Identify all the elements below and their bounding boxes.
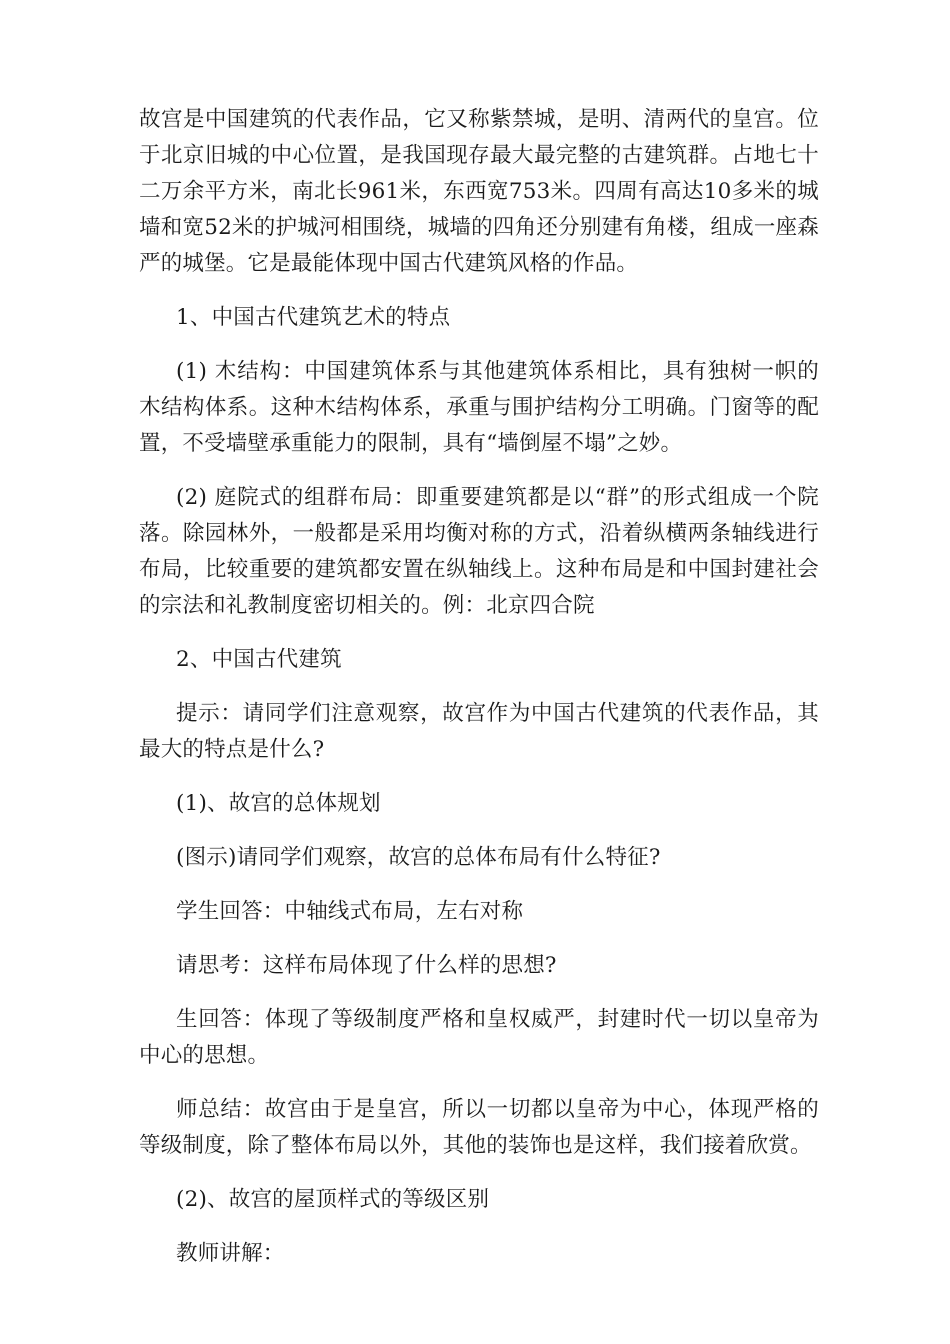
document-body <box>139 102 819 1290</box>
subheading-roof-styles: (2)、故宫的屋顶样式的等级区别 <box>176 1187 490 1212</box>
student-answer-paragraph: 学生回答：中轴线式布局，左右对称 <box>176 899 524 924</box>
teacher-summary-paragraph: 师总结：故宫由于是皇宫，所以一切都以皇帝为中心，体现严格的等级制度，除了整体布局以外，其他的装饰也是这样，我们接着欣赏。 <box>139 1097 819 1158</box>
teacher-explanation-paragraph: 教师讲解： <box>176 1241 285 1266</box>
diagram-prompt-paragraph: (图示)请同学们观察，故宫的总体布局有什么特征? <box>176 845 661 870</box>
section-heading-1: 1、中国古代建筑艺术的特点 <box>176 305 451 330</box>
courtyard-layout-paragraph: (2) 庭院式的组群布局：即重要建筑都是以“群”的形式组成一个院落。除园林外，一般都是采用均衡对称的方式，沿着纵横两条轴线进行布局，比较重要的建筑都安置在纵轴线上。这种布局是和中国封建社会的宗法和礼教制度密切相关的。例：北京四合院 <box>139 485 819 618</box>
wood-structure-paragraph: (1) 木结构：中国建筑体系与其他建筑体系相比，具有独树一帜的木结构体系。这种木结构体系，承重与围护结构分工明确。门窗等的配置，不受墙壁承重能力的限制，具有“墙倒屋不塌”之妙。 <box>139 359 819 456</box>
section-heading-2: 2、中国古代建筑 <box>176 647 342 672</box>
think-question-paragraph: 请思考：这样布局体现了什么样的思想? <box>176 953 557 978</box>
hint-paragraph: 提示：请同学们注意观察，故宫作为中国古代建筑的代表作品，其最大的特点是什么? <box>139 701 819 762</box>
intro-paragraph: 故宫是中国建筑的代表作品，它又称紫禁城，是明、清两代的皇宫。位于北京旧城的中心位置，是我国现存最大最完整的古建筑群。占地七十二万余平方米，南北长961米，东西宽753米。四周有高达10多米的城墙和宽52米的护城河相围绕，城墙的四角还分别建有角楼，组成一座森严的城堡。它是最能体现中国古代建筑风格的作品。 <box>139 107 819 276</box>
subheading-overall-plan: (1)、故宫的总体规划 <box>176 791 381 816</box>
student-answer-2-paragraph: 生回答：体现了等级制度严格和皇权威严，封建时代一切以皇帝为中心的思想。 <box>139 1007 819 1068</box>
